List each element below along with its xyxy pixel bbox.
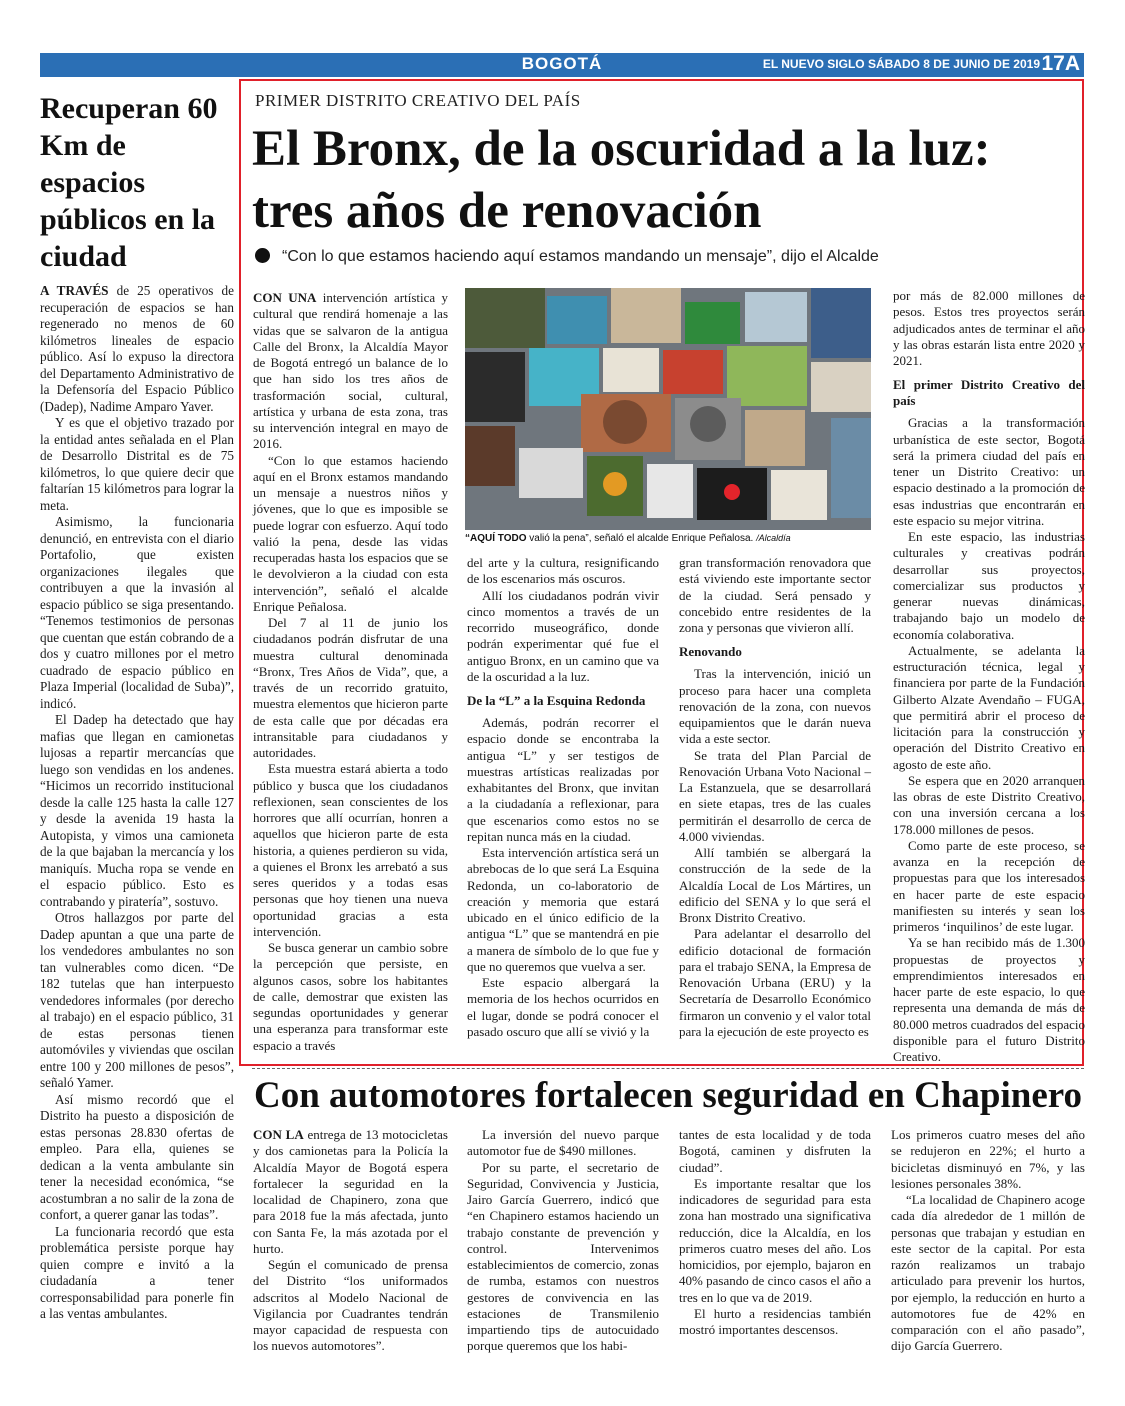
- dateline: EL NUEVO SIGLO SÁBADO 8 DE JUNIO DE 2019: [762, 57, 1040, 71]
- photo-credit: /Alcaldía: [756, 533, 791, 543]
- paragraph: Actualmente, se adelanta la estructuración técnica, legal y financiera por parte de la Fundación Gilberto Alzate Avendaño – FUGA, que permitirá abrir el proceso de licitación para la construcción y operación del Distrito Creativo en agosto de este año.: [893, 642, 1085, 772]
- lead-caps: CON UNA: [253, 290, 317, 305]
- section-divider: [252, 1068, 1084, 1069]
- bottom-column-4: [891, 1127, 1085, 1355]
- paragraph: tantes de esta localidad y de toda Bogotá, caminen y disfruten la ciudad”.: [679, 1127, 871, 1175]
- paragraph: El Dadep ha detectado que hay mafias que llegan en camionetas lujosas a repartir mercancías que luego son vendidas en los andenes. “Hicimos un recorrido institucional desde la calle 125 hasta la calle 127 y desde la avenida 19 hasta la Autopista, y vimos una camioneta de la que bajaban la mercancía y los maniquís. Mucha ropa se vende en el espacio público. Esto es contrabando y piratería”, sostuvo.: [40, 712, 234, 909]
- paragraph: CON UNA intervención artística y cultural que rendirá homenaje a las vidas que se salvaron de la antigua Calle del Bronx, la Alcaldía Mayor de Bogotá entregó un balance de lo que han sido los tres años de trasformación social, cultural, artística y urbana de esta zona, tras su intervención integral en mayo de 2016.: [253, 290, 448, 452]
- paragraph: Además, podrán recorrer el espacio donde se encontraba la antigua “L” y ser testigos de muestras artísticas realizadas por exhabitantes del Bronx, que invitan a la ciudadanía a reflexionar, para que escenarios como estos no se repitan nunca más en la ciudad.: [467, 715, 659, 844]
- bottom-article-headline: Con automotores fortalecen seguridad en Chapinero: [254, 1075, 1083, 1116]
- bottom-column-1: [253, 1127, 448, 1355]
- article-kicker: PRIMER DISTRITO CREATIVO DEL PAÍS: [255, 91, 581, 110]
- paragraph: A TRAVÉS de 25 operativos de recuperación de espacios se han regenerado no menos de 60 kilómetros lineales de espacio público. Así lo expuso la directora del Departamento Administrativo de la Defensoría del Espacio Público (Dadep), Nadime Amparo Yaver.: [40, 283, 234, 414]
- main-column-1: [253, 290, 448, 1054]
- paragraph: Así mismo recordó que el Distrito ha puesto a disposición de estas personas 28.830 ofertas de empleo. Para ella, quienes se dedican a la venta ambulante sin tener la necesidad económica, “se acostumbran a no salir de la zona de confort, a querer ganar las todas”.: [40, 1091, 234, 1222]
- paragraph: Allí también se albergará la construcción de la sede de la Alcaldía Local de Los Mártires, un edificio del SENA y lo que será el Bronx Distrito Creativo.: [679, 845, 871, 925]
- section-name: BOGOTÁ: [521, 54, 603, 73]
- paragraph: Esta muestra estará abierta a todo público y busca que los ciudadanos reflexionen, sean conscientes de los horrores que allí ocurrían, honren a aquellos que hicieron parte de esta historia, a quienes perdieron su vida, a quienes el Bronx les arrebató a sus seres queridos y a todas esas personas que hoy tienen una nueva oportunidad gracias a esta intervención.: [253, 761, 448, 939]
- paragraph: Del 7 al 11 de junio los ciudadanos podrán disfrutar de una muestra cultural denominada “Bronx, Tres Años de Vida”, que, a través de un recorrido gratuito, muestra elementos que hicieron parte de esta calle que por décadas era intransitable para ciudadanos y autoridades.: [253, 615, 448, 760]
- lead-caps: CON LA: [253, 1127, 304, 1142]
- bullet-icon: [255, 248, 270, 263]
- paragraph: Como parte de este proceso, se avanza en la recepción de propuestas para que los interesados en hacer parte de este espacio manifiesten su interés y sean los primeros ‘inquilinos’ de este lugar.: [893, 837, 1085, 934]
- paragraph: Se busca generar un cambio sobre la percepción que persiste, en algunos casos, sobre los habitantes de calle, demostrar que existen las segundas oportunidades y generar una esperanza para transformar este espacio a través: [253, 940, 448, 1053]
- paragraph: Para adelantar el desarrollo del edificio dotacional de formación para el trabajo SENA, la Empresa de Renovación Urbana (ERU) y la Secretaría de Desarrollo Económico firmaron un convenio y el valor total para la ejecución de este proyecto es: [679, 926, 871, 1039]
- paragraph: por más de 82.000 millones de pesos. Estos tres proyectos serán adjudicados antes de terminar el año y las obras estarán lista entre 2020 y 2021.: [893, 288, 1085, 368]
- subheading: De la “L” a la Esquina Redonda: [467, 693, 646, 708]
- main-column-3: [679, 555, 871, 1040]
- bottom-column-3: [679, 1127, 871, 1338]
- paragraph: Tras la intervención, inició un proceso para hacer una completa renovación de la zona, con nuevos equipamientos que le darán nueva vida a este sector.: [679, 666, 871, 747]
- article-headline: El Bronx, de la oscuridad a la luz: tres años de renovación: [252, 121, 991, 239]
- subheading: Renovando: [679, 644, 742, 660]
- left-article-body: [40, 283, 234, 1323]
- section-header-bar: [40, 53, 1084, 77]
- paragraph: Según el comunicado de prensa del Distrito “los uniformados adscritos al Modelo Nacional de Vigilancia por Cuadrantes tendrán mayor capacidad de respuesta con los nuevos automotores”.: [253, 1257, 448, 1354]
- bottom-column-2: [467, 1127, 659, 1355]
- paragraph: Se espera que en 2020 arranquen las obras de este Distrito Creativo, con una inversión cercana a los 178.000 millones de pesos.: [893, 772, 1085, 837]
- paragraph: El hurto a residencias también mostró importantes descensos.: [679, 1305, 871, 1337]
- page-number: 17A: [1041, 52, 1080, 75]
- subheading: El primer Distrito Creativo del país: [893, 377, 1085, 409]
- main-column-4: [893, 288, 1085, 1065]
- paragraph: La inversión del nuevo parque automotor fue de $490 millones.: [467, 1127, 659, 1159]
- article-photo: [465, 288, 871, 530]
- main-column-2: [467, 555, 659, 1040]
- article-subhead: “Con lo que estamos haciendo aquí estamos mandando un mensaje”, dijo el Alcalde: [255, 248, 879, 266]
- paragraph: gran transformación renovadora que está viviendo este importante sector de la ciudad. Será pensado y concebido entre residentes de la zona y personas que vivieron allí.: [679, 555, 871, 635]
- paragraph: Los primeros cuatro meses del año se redujeron en 22%; el hurto a bicicletas disminuyó en 7%, y las lesiones personales 38%.: [891, 1127, 1085, 1191]
- left-article: [40, 90, 234, 1323]
- paragraph: del arte y la cultura, resignificando de los escenarios más oscuros.: [467, 555, 659, 587]
- paragraph: “Con lo que estamos haciendo aquí en el Bronx estamos mandando un mensaje a nuestros niños y jóvenes, que lo que es imposible se puede lograr con esfuerzo. Aquí todo valió la pena, desde las vidas recuperadas hasta los espacios que se le devolvieron a la ciudad con esta intervención”, señaló el alcalde Enrique Peñalosa.: [253, 452, 448, 614]
- paragraph: “La localidad de Chapinero acoge cada día alrededor de 1 millón de personas que trabajan y estudian en este sector de la capital. Por esta razón realizamos un trabajo articulado para prevenir los hurtos, por ejemplo, la reducción en hurto a automotores fue de 42% en comparación con el año pasado”, dijo García Guerrero.: [891, 1192, 1085, 1354]
- paragraph: Otros hallazgos por parte del Dadep apuntan a que una parte de los vendedores ambulantes no son tan vulnerables como dicen. “De 182 tutelas que han interpuesto vendedores informales (por derecho al trabajo) en el espacio público, 31 de estas personas tienen automóviles y viviendas que oscilan entre 100 y 200 millones de pesos”, señaló Yamer.: [40, 910, 234, 1090]
- paragraph: Gracias a la transformación urbanística de este sector, Bogotá será la primera ciudad del país en tener un Distrito Creativo: un espacio destinado a la promoción de esas industrias que encontrarán en este espacio su mejor vitrina.: [893, 415, 1085, 528]
- paragraph: Este espacio albergará la memoria de los hechos ocurridos en el lugar, donde se podrá conocer el pasado oscuro que allí se vivió y la: [467, 975, 659, 1039]
- lead-caps: A TRAVÉS: [40, 283, 109, 298]
- photo-caption: “AQUÍ TODO valió la pena”, señaló el alcalde Enrique Peñalosa. /Alcaldía: [465, 533, 791, 544]
- paragraph: Esta intervención artística será un abrebocas de lo que será La Esquina Redonda, un co-laboratorio de creación y memoria que estará ubicado en el único edificio de la antigua “L” que se mantendrá en pie a manera de símbolo de lo que fue y que no queremos que vuelva a ser.: [467, 845, 659, 974]
- paragraph: Por su parte, el secretario de Seguridad, Convivencia y Justicia, Jairo García Guerrero, indicó que “en Chapinero estamos haciendo un trabajo constante de prevención y control. Intervenimos establecimientos de comercio, zonas de rumba, estamos con nuestros gestores de convivencia en las estaciones de Transmilenio impartiendo tips de autocuidado porque queremos que los habi-: [467, 1159, 659, 1354]
- paragraph: En este espacio, las industrias culturales y creativas podrán desarrollar sus proyectos, comercializar sus productos y generar nuevas dinámicas, trabajando bajo un modelo de economía colaborativa.: [893, 529, 1085, 642]
- paragraph: Asimismo, la funcionaria denunció, en entrevista con el diario Portafolio, que existen organizaciones ilegales que contribuyen a que la invasión al espacio público se siga presentando. “Tenemos testimonios de personas que cuentan que están cobrando de a dos y cuatro millones por el metro cuadrado de espacio público en Plaza Imperial (localidad de Suba)”, indicó.: [40, 514, 234, 711]
- paragraph: CON LA entrega de 13 motocicletas y dos camionetas para la Policía la Alcaldía Mayor de Bogotá espera fortalecer la seguridad en la localidad de Chapinero, zona que para 2018 fue la más afectada, junto con Santa Fe, la más azotada por el hurto.: [253, 1127, 448, 1256]
- paragraph: Y es que el objetivo trazado por la entidad antes señalada en el Plan de Desarrollo Distrital es de 75 kilómetros, lo que quiere decir que faltarían 15 kilómetros para lograr la meta.: [40, 415, 234, 513]
- photo-collage-illustration: [465, 288, 871, 530]
- paragraph: Allí los ciudadanos podrán vivir cinco momentos a través de un recorrido museográfico, donde podrán experimentar qué fue el antiguo Bronx, en un camino que va de la oscuridad a la luz.: [467, 587, 659, 684]
- paragraph: Se trata del Plan Parcial de Renovación Urbana Voto Nacional – La Estanzuela, que se desarrollará en siete etapas, tres de las cuales permitirán el desarrollo de cerca de 4.000 viviendas.: [679, 747, 871, 844]
- paragraph: Ya se han recibido más de 1.300 propuestas de proyectos y emprendimientos interesados en hacer parte de este espacio, lo que representa una demanda de más de 80.000 metros cuadrados del espacio disponible para el futuro Distrito Creativo.: [893, 935, 1085, 1064]
- paragraph: Es importante resaltar que los indicadores de seguridad para esta zona han mostrado una significativa reducción, dice la Alcaldía, en los primeros cuatro meses del año. Los homicidios, por ejemplo, bajaron en 40% pasando de cinco casos el año a tres en lo que va de 2019.: [679, 1175, 871, 1305]
- paragraph: La funcionaria recordó que esta problemática persiste porque hay quien compre e invitó a la ciudadanía a tener corresponsabilidad para ponerle fin a las ventas ambulantes.: [40, 1223, 234, 1321]
- left-article-headline: Recuperan 60 Km de espacios públicos en la ciudad: [40, 92, 218, 273]
